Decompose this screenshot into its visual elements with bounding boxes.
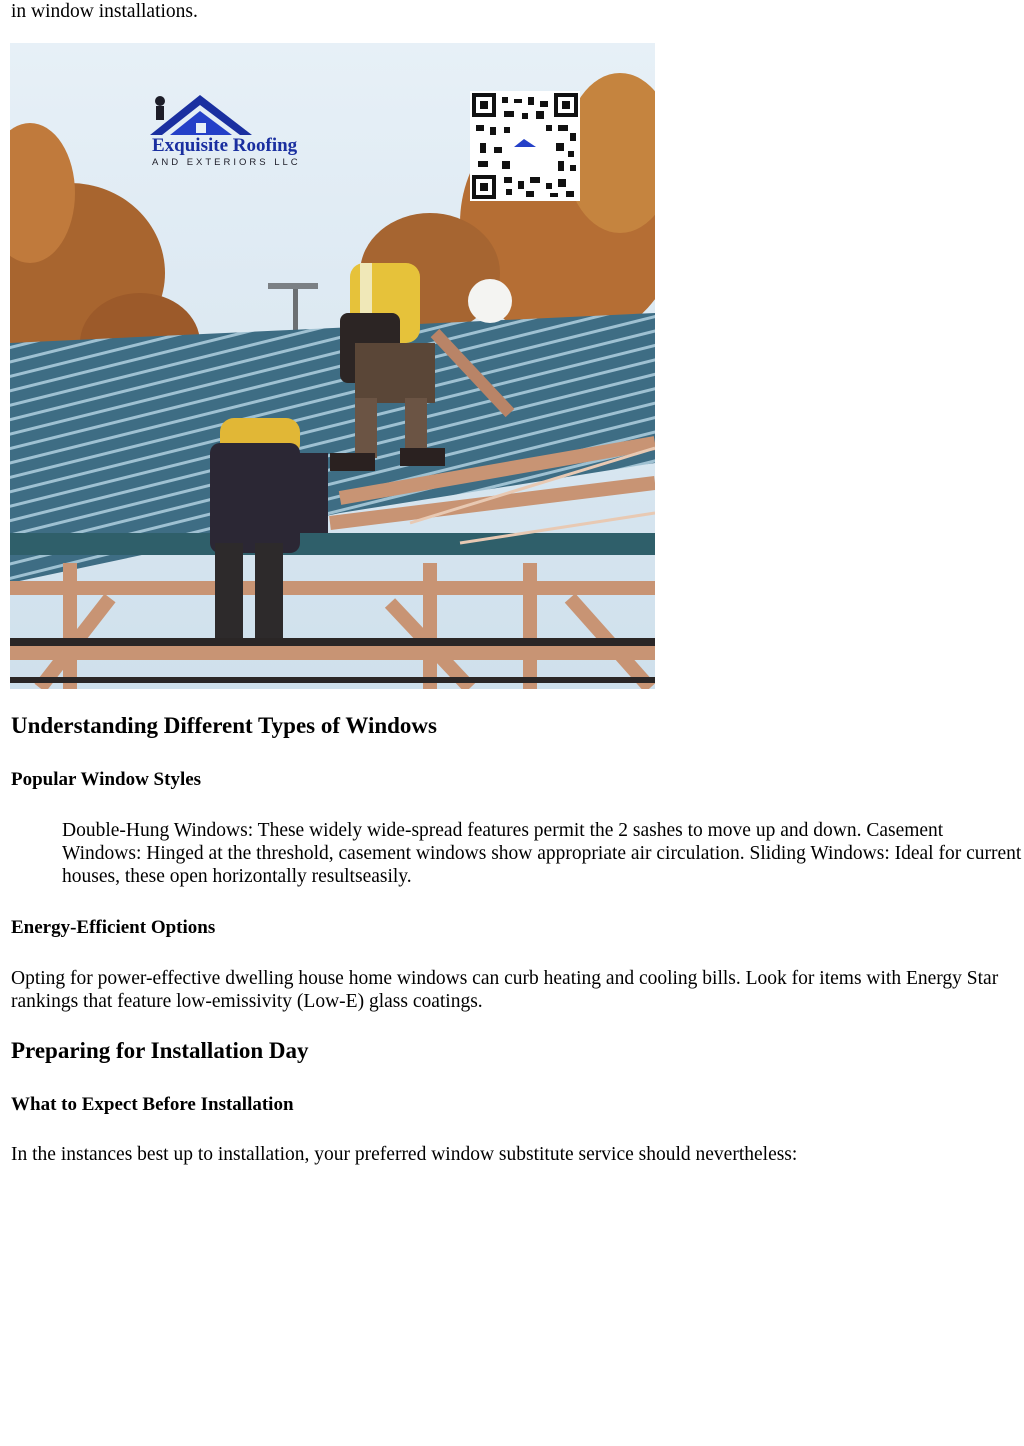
text-fragment: in window installations. [11,1,198,22]
hero-photo [10,43,655,689]
subheading-popular-styles: Popular Window Styles [11,769,202,790]
paragraph-before-installation: In the instances best up to installation, your preferred window substitute service should nevertheless: [11,1144,798,1165]
subheading-energy-efficient: Energy-Efficient Options [11,917,216,938]
brand-name: Exquisite Roofing [152,135,298,156]
section-heading-installation-day: Preparing for Installation Day [11,1038,309,1063]
subheading-before-installation: What to Expect Before Installation [11,1094,294,1115]
blockquote-window-styles: Double-Hung Windows: These widely wide-spread features permit the 2 sashes to move up and down. Casement Windows: Hinged at the threshold, casement windows show appropriate air circulation. Sliding Windows: Ideal for current houses, these open horizontally resultseasily. [62,820,1022,887]
section-heading-window-types: Understanding Different Types of Windows [11,713,437,738]
qr-code-icon [470,91,580,201]
paragraph-energy-efficient: Opting for power-effective dwelling house home windows can curb heating and cooling bills. Look for items with Energy Star rankings that feature low-emissivity (Low-E) glass coatings. [11,968,999,1012]
brand-sub: AND EXTERIORS LLC [152,157,301,168]
